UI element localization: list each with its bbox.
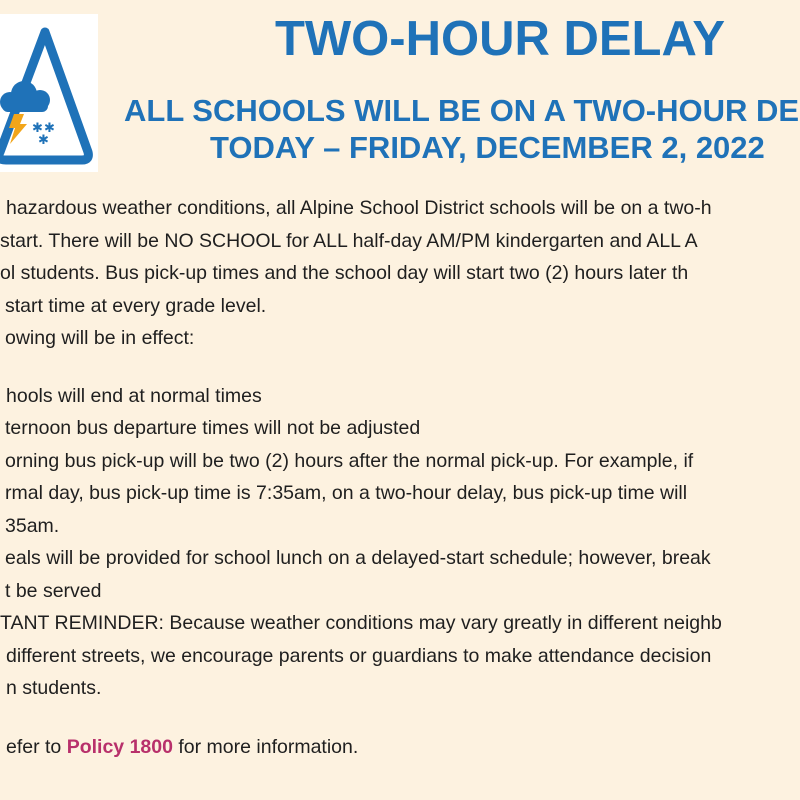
announcement-body (0, 192, 800, 800)
page-subtitle (124, 92, 799, 166)
policy-reference (0, 731, 800, 764)
list-item-continued: t be served (5, 579, 102, 602)
paragraph-line: start. There will be NO SCHOOL for ALL half-day AM/PM kindergarten and ALL A (0, 229, 698, 252)
svg-text:✱: ✱ (38, 133, 49, 148)
list-item: orning bus pick-up will be two (2) hours after the normal pick-up. For example, if (5, 449, 694, 472)
list-item-continued: rmal day, bus pick-up time is 7:35am, on a two-hour delay, bus pick-up time will (5, 482, 688, 504)
reminder-line: TANT REMINDER: Because weather conditions may vary greatly in different neighb (0, 612, 722, 634)
reminder-line: different streets, we encourage parents or guardians to make attendance decision (6, 644, 712, 667)
paragraph-line: start time at every grade level. (5, 294, 267, 317)
svg-text:✱: ✱ (32, 121, 43, 136)
policy-1800-link[interactable]: Policy 1800 (66, 735, 173, 758)
spacer (0, 355, 800, 380)
list-item: eals will be provided for school lunch on a delayed-start schedule; however, break (5, 547, 711, 569)
policy-reference-suffix: for more information. (172, 735, 359, 758)
subtitle-line-1: ALL SCHOOLS WILL BE ON A TWO-HOUR DE (124, 93, 800, 128)
announcement-paragraph (0, 192, 800, 355)
page-title: TWO-HOUR DELAY (274, 12, 726, 66)
paragraph-line: ol students. Bus pick-up times and the school day will start two (2) hours later th (0, 262, 689, 284)
list-item-continued: 35am. (5, 514, 60, 537)
effects-list (0, 380, 800, 608)
important-reminder (0, 607, 800, 705)
list-item: hools will end at normal times (6, 384, 262, 407)
storm-warning-logo (0, 14, 98, 172)
reminder-line: n students. (6, 677, 102, 699)
storm-warning-sign-icon (0, 14, 98, 172)
policy-reference-prefix: efer to (6, 735, 67, 758)
svg-text:✱: ✱ (44, 121, 55, 136)
list-item: ternoon bus departure times will not be adjusted (5, 417, 421, 439)
subtitle-line-2: TODAY – FRIDAY, DECEMBER 2, 2022 (210, 130, 765, 165)
paragraph-line: owing will be in effect: (5, 327, 195, 349)
paragraph-line: hazardous weather conditions, all Alpine School District schools will be on a two-h (6, 197, 712, 219)
spacer (0, 705, 800, 731)
